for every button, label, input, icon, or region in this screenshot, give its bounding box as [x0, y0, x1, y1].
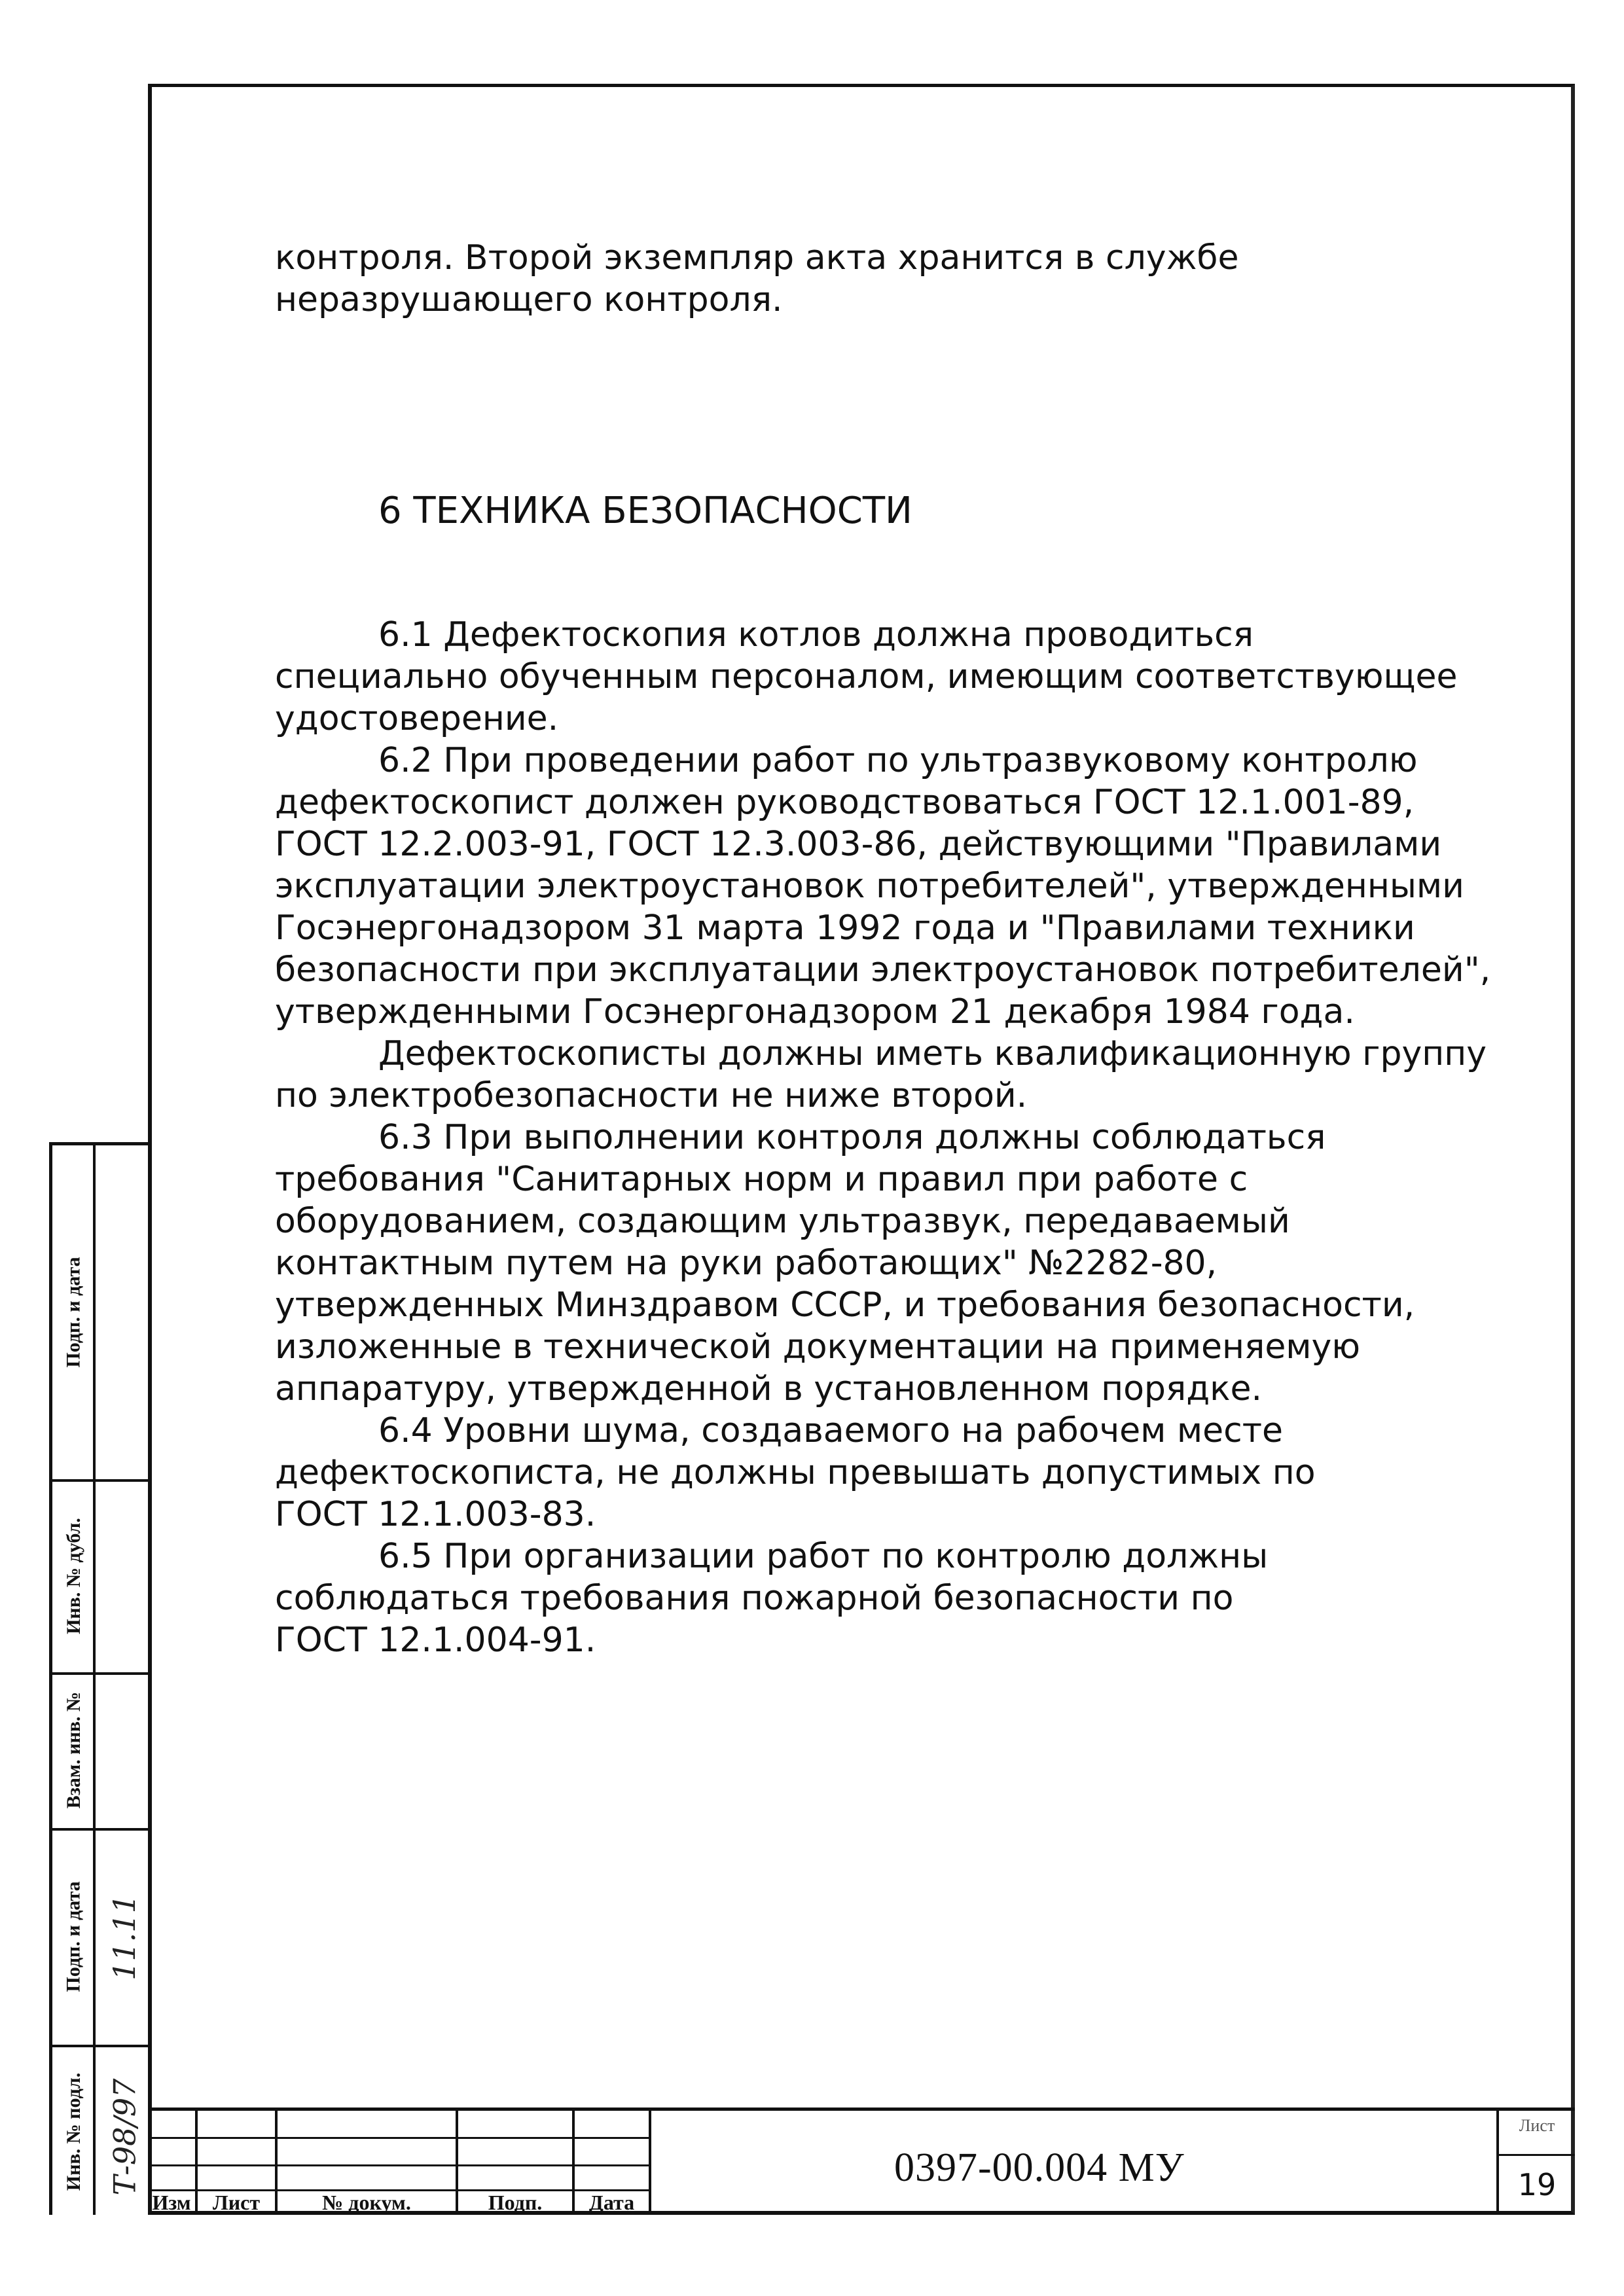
intro-line-2: неразрушающего контроля. [275, 280, 783, 319]
body-line: контактным путем на руки работающих" №2282-80, [275, 1244, 1218, 1283]
body-line: требования "Санитарных норм и правил при работе с [275, 1160, 1248, 1199]
body-line: дефектоскопист должен руководствоваться ГОСТ 12.1.001-89, [275, 783, 1415, 822]
body-line: 6.3 При выполнении контроля должны соблюдаться [378, 1118, 1326, 1157]
body-line: дефектоскописта, не должны превышать допустимых по [275, 1453, 1316, 1492]
sheet-number: 19 [1517, 2167, 1557, 2202]
body-line: эксплуатации электроустановок потребителей", утвержденными [275, 867, 1464, 906]
caption-signature: Подп. [488, 2191, 543, 2214]
caption-sheet: Лист [212, 2191, 261, 2214]
body-line: удостоверение. [275, 699, 559, 738]
body-line: утвержденных Минздравом СССР, и требования безопасности, [275, 1285, 1415, 1325]
caption-doc-number: № докум. [322, 2191, 411, 2214]
body-line: соблюдаться требования пожарной безопасности по [275, 1579, 1234, 1618]
side-label-sign-date-2: Подп. и дата [63, 1880, 84, 1992]
body-line: аппаратуру, утвержденной в установленном порядке. [275, 1369, 1263, 1408]
sheet-label: Лист [1519, 2116, 1555, 2135]
body-line: Госэнергонадзором 31 марта 1992 года и "Правилами техники [275, 908, 1415, 948]
body-line: безопасности при эксплуатации электроустановок потребителей", [275, 950, 1491, 990]
body-line: 6.5 При организации работ по контролю должны [378, 1537, 1269, 1576]
title-block-col-line [649, 2111, 651, 2215]
body-line: ГОСТ 12.1.003-83. [275, 1495, 596, 1534]
body-line: 6.4 Уровни шума, создаваемого на рабочем месте [378, 1411, 1284, 1450]
body-line: изложенные в технической документации на применяемую [275, 1327, 1361, 1367]
handwritten-inventory-number: Т-98/97 [107, 2078, 143, 2196]
body-line: ГОСТ 12.2.003-91, ГОСТ 12.3.003-86, действующими "Правилами [275, 825, 1442, 864]
side-label-orig-inv: Инв. № подл. [63, 2072, 84, 2191]
side-stamp-divider [93, 1145, 96, 2215]
sheet-number-box [1496, 2111, 1575, 2215]
side-stamp [49, 1142, 148, 2215]
section-title: 6 ТЕХНИКА БЕЗОПАСНОСТИ [378, 490, 912, 532]
body-line: Дефектоскописты должны иметь квалификационную группу [378, 1034, 1487, 1073]
body-line: оборудованием, создающим ультразвук, передаваемый [275, 1202, 1290, 1241]
document-code: 0397-00.004 МУ [894, 2145, 1185, 2190]
caption-date: Дата [588, 2191, 635, 2214]
caption-change: Изм [152, 2191, 191, 2214]
body-line: утвержденными Госэнергонадзором 21 декабря 1984 года. [275, 992, 1355, 1031]
side-label-dup-inv: Инв. № дубл. [63, 1517, 84, 1634]
sheet-box-divider [1499, 2154, 1575, 2156]
title-block [148, 2108, 1575, 2215]
body-line: 6.1 Дефектоскопия котлов должна проводиться [378, 615, 1254, 655]
intro-line-1: контроля. Второй экземпляр акта хранится в службе [275, 238, 1239, 278]
body-line: специально обученным персоналом, имеющим соответствующее [275, 657, 1458, 696]
side-label-replace-inv: Взам. инв. № [63, 1691, 85, 1809]
side-label-sign-date: Подп. и дата [63, 1257, 84, 1368]
body-line: по электробезопасности не ниже второй. [275, 1076, 1028, 1115]
handwritten-signature-date: 11.11 [107, 1894, 143, 1981]
body-line: ГОСТ 12.1.004-91. [275, 1621, 596, 1660]
body-line: 6.2 При проведении работ по ультразвуковому контролю [378, 741, 1418, 780]
